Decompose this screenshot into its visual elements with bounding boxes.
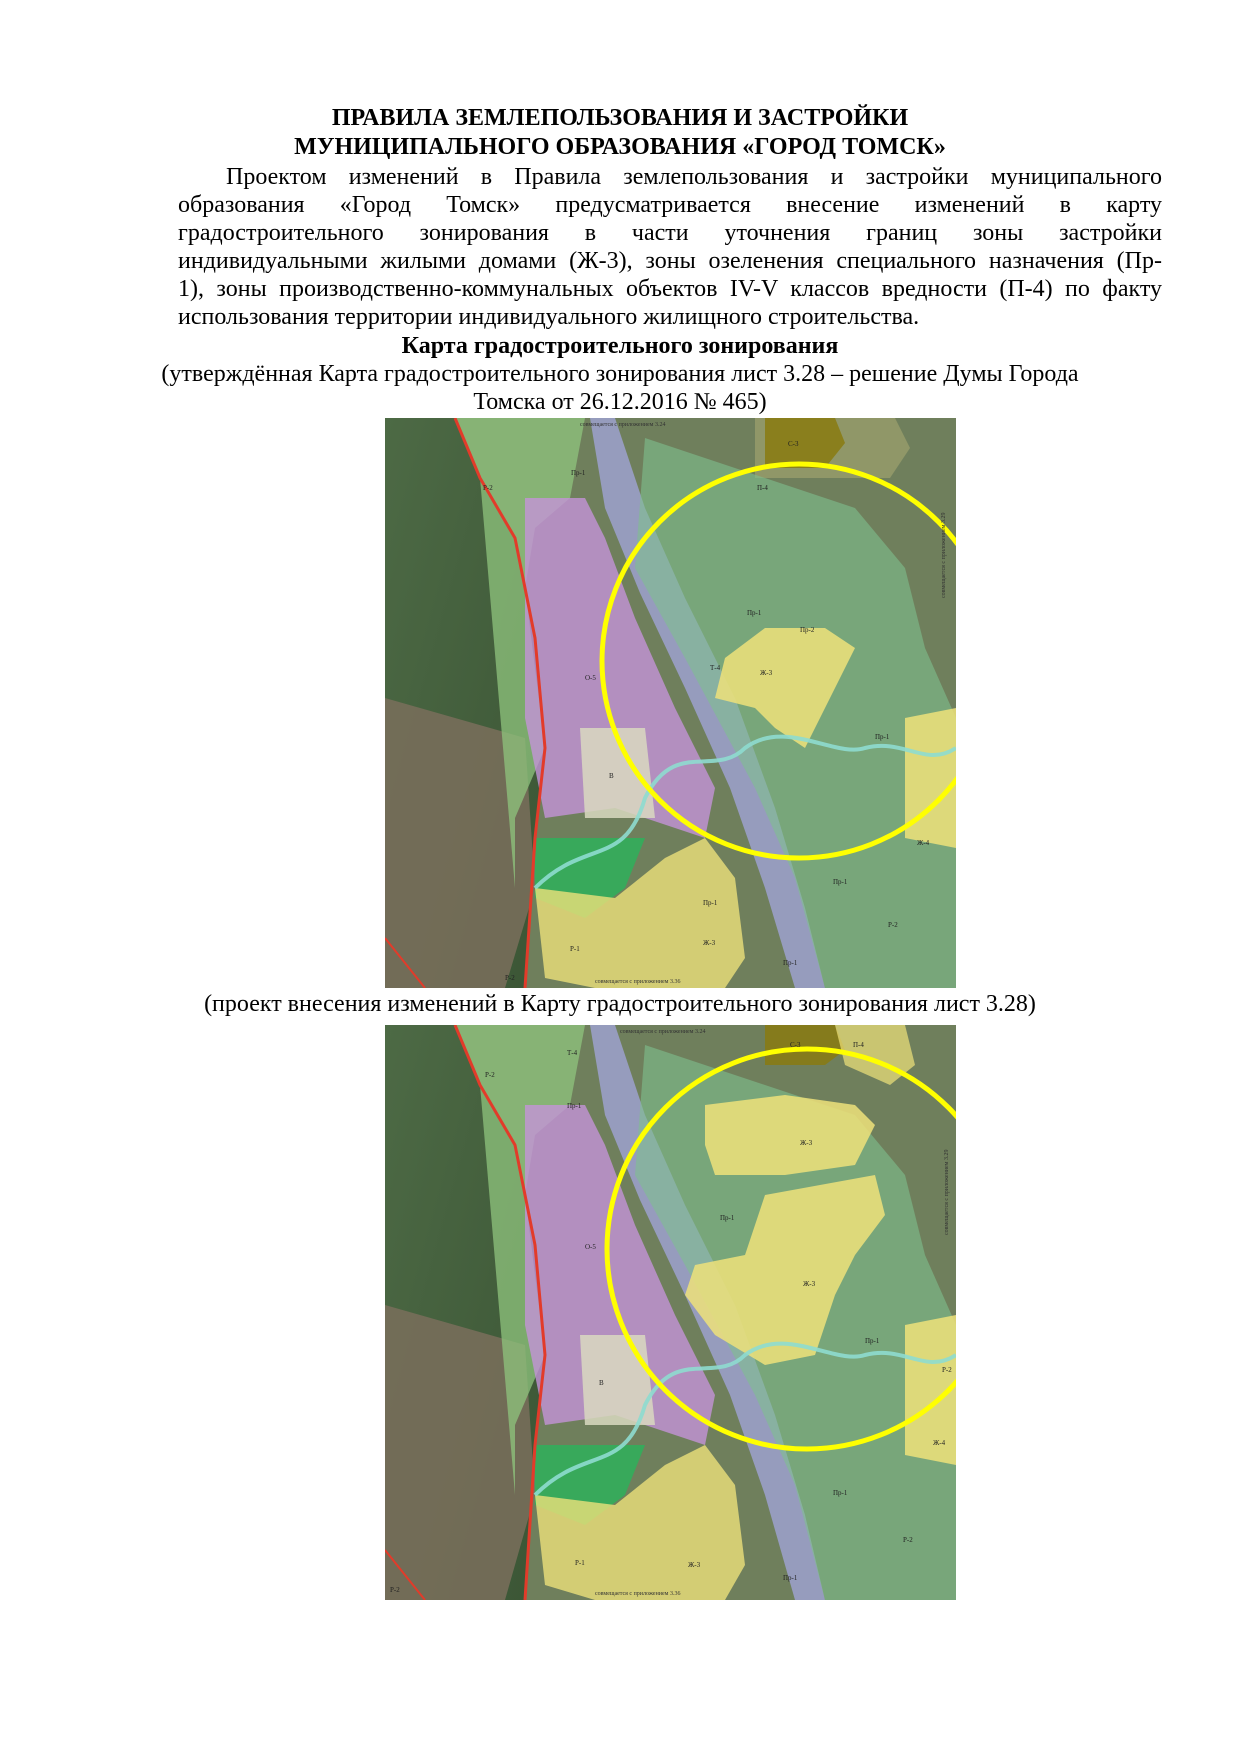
zone-label: Пр-1 — [703, 899, 718, 907]
zone-label: Пр-1 — [720, 1214, 735, 1222]
zone-label: О-5 — [585, 674, 596, 682]
zone-label: В — [609, 772, 614, 780]
document-title-line-2: МУНИЦИПАЛЬНОГО ОБРАЗОВАНИЯ «ГОРОД ТОМСК» — [294, 134, 946, 160]
zone-label: Р-2 — [903, 1536, 913, 1544]
zone-label: Пр-1 — [865, 1337, 880, 1345]
map-edge-note-top: совмещается с приложением 3.24 — [620, 1029, 706, 1035]
map-edge-note-bottom: совмещается с приложением 3.36 — [595, 1591, 681, 1597]
zone-label: Пр-1 — [567, 1102, 582, 1110]
zone-label: Т-4 — [710, 664, 721, 672]
map-edge-note-top: совмещается с приложением 3.24 — [580, 422, 666, 428]
intro-line: индивидуальными жилыми домами (Ж-3), зоны озеленения специального назначения (Пр- — [178, 248, 1162, 274]
zone-label: Ж-4 — [933, 1439, 946, 1447]
zone-label: Пр-1 — [833, 1489, 848, 1497]
map-edge-note-bottom: совмещается с приложением 3.36 — [595, 979, 681, 985]
zone-label: Пр-1 — [833, 878, 848, 886]
zone-label: Р-2 — [390, 1586, 400, 1594]
zone-label: П-4 — [757, 484, 768, 492]
document-title-line-1: ПРАВИЛА ЗЕМЛЕПОЛЬЗОВАНИЯ И ЗАСТРОЙКИ — [331, 105, 909, 131]
zone-label: Ж-4 — [917, 839, 930, 847]
zone-label: Ж-3 — [803, 1280, 816, 1288]
zone-label: Пр-1 — [875, 733, 890, 741]
zone-label: Р-2 — [888, 921, 898, 929]
approved-caption-line-2: Томска от 26.12.2016 № 465) — [473, 389, 767, 415]
zone-label: Пр-2 — [800, 626, 815, 634]
project-caption: (проект внесения изменений в Карту градостроительного зонирования лист 3.28) — [204, 991, 1036, 1017]
map-heading: Карта градостроительного зонирования — [401, 333, 839, 359]
approved-caption-line-1: (утверждённая Карта градостроительного зонирования лист 3.28 – решение Думы Города — [161, 361, 1079, 387]
intro-line: 1), зоны производственно-коммунальных объектов IV-V классов вредности (П-4) по факту — [178, 276, 1162, 302]
zone-label: Пр-1 — [783, 959, 798, 967]
zone-label: С-3 — [788, 440, 799, 448]
zone-label: Р-1 — [575, 1559, 585, 1567]
intro-line: образования «Город Томск» предусматривается внесение изменений в карту — [178, 192, 1162, 218]
zone-label: Р-2 — [485, 1071, 495, 1079]
intro-line: градостроительного зонирования в части уточнения границ зоны застройки — [178, 220, 1162, 246]
zone-label: Р-1 — [570, 945, 580, 953]
zone-label: П-4 — [853, 1041, 864, 1049]
zone-label: Пр-1 — [783, 1574, 798, 1582]
zone-label: Ж-3 — [688, 1561, 701, 1569]
zone-label: В — [599, 1379, 604, 1387]
intro-paragraph — [178, 163, 1162, 331]
zone-label: С-3 — [790, 1041, 801, 1049]
approved-zoning-map — [385, 418, 956, 988]
zone-label: Пр-1 — [571, 469, 586, 477]
map-edge-note-right: совмещается с приложением 3.29 — [941, 512, 947, 598]
zone-label: Ж-3 — [703, 939, 716, 947]
intro-line: Проектом изменений в Правила землепользования и застройки муниципального — [226, 164, 1162, 190]
map-edge-note-right: совмещается с приложением 3.29 — [944, 1149, 950, 1235]
zone-label: Ж-3 — [800, 1139, 813, 1147]
zone-label: Р-2 — [942, 1366, 952, 1374]
zone-label: Р-2 — [483, 484, 493, 492]
zone-label: Пр-1 — [747, 609, 762, 617]
project-zoning-map — [385, 1025, 956, 1600]
intro-line: использования территории индивидуального жилищного строительства. — [178, 304, 920, 330]
zone-label: Ж-3 — [760, 669, 773, 677]
zone-label: Р-2 — [505, 974, 515, 982]
zone-label: Т-4 — [567, 1049, 578, 1057]
zone-label: О-5 — [585, 1243, 596, 1251]
